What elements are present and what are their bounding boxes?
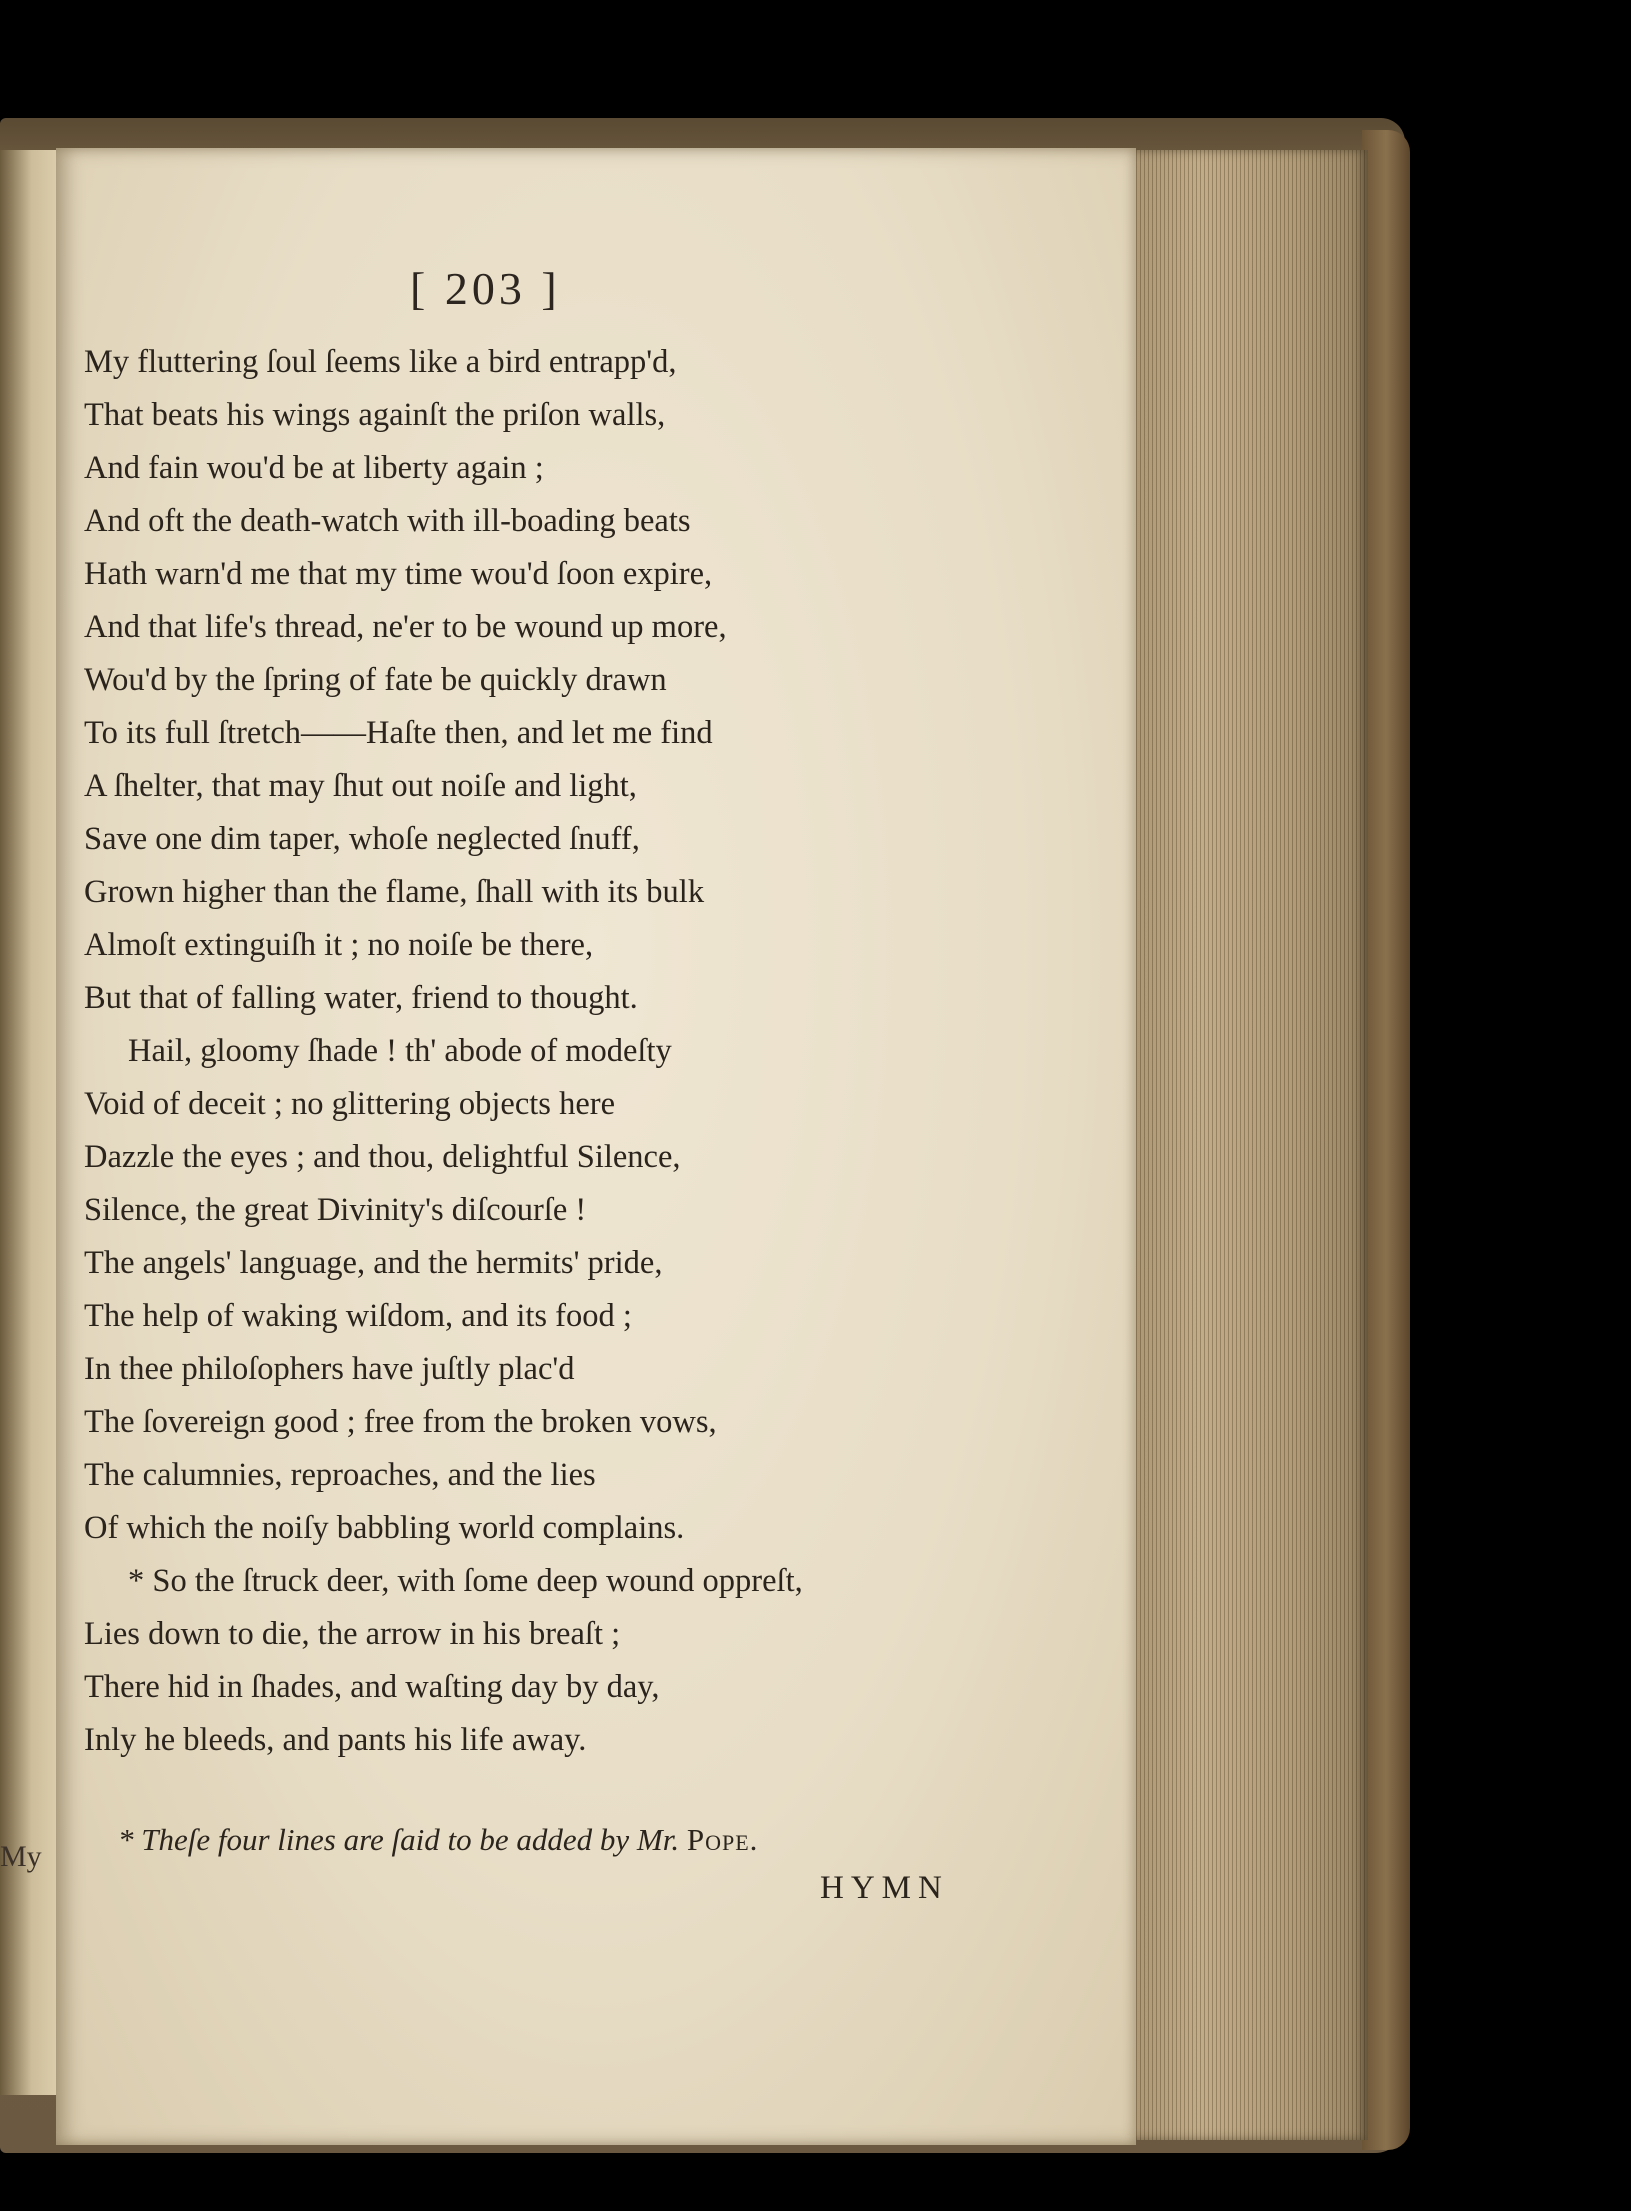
left-page-fragment: My bbox=[0, 1840, 42, 1873]
catchword: HYMN bbox=[820, 1870, 949, 1906]
poem-line: Hail, gloomy ſhade ! th' abode of modeſty bbox=[128, 1033, 672, 1069]
page-number: [ 203 ] bbox=[410, 263, 561, 314]
poem-line: * So the ſtruck deer, with ſome deep wound oppreſt, bbox=[128, 1563, 803, 1599]
poem-line: Lies down to die, the arrow in his breaſt ; bbox=[84, 1616, 621, 1652]
poem-text bbox=[84, 336, 803, 1767]
poem-line: In thee philoſophers have juſtly plac'd bbox=[84, 1351, 575, 1387]
poem-line: Dazzle the eyes ; and thou, delightful Silence, bbox=[84, 1139, 681, 1175]
poem-line: The help of waking wiſdom, and its food ; bbox=[84, 1298, 632, 1334]
poem-line: The ſovereign good ; free from the broken vows, bbox=[84, 1404, 717, 1440]
poem-line: Almoſt extinguiſh it ; no noiſe be there, bbox=[84, 927, 594, 963]
poem-line: Grown higher than the flame, ſhall with its bulk bbox=[84, 874, 705, 910]
poem-line: A ſhelter, that may ſhut out noiſe and light, bbox=[84, 768, 637, 804]
footnote bbox=[118, 1822, 758, 1858]
poem-line: And fain wou'd be at liberty again ; bbox=[84, 450, 544, 486]
poem-line: And oft the death-watch with ill-boading beats bbox=[84, 503, 691, 539]
poem-line: To its full ſtretch——Haſte then, and let me find bbox=[84, 715, 713, 751]
footnote-text: * Theſe four lines are ſaid to be added by Mr. bbox=[118, 1822, 680, 1857]
poem-line: Inly he bleeds, and pants his life away. bbox=[84, 1722, 587, 1758]
poem-line: My fluttering ſoul ſeems like a bird entrapp'd, bbox=[84, 344, 677, 380]
poem-line: Wou'd by the ſpring of fate be quickly drawn bbox=[84, 662, 667, 698]
poem-line: Void of deceit ; no glittering objects here bbox=[84, 1086, 615, 1122]
poem-line: Silence, the great Divinity's diſcourſe ! bbox=[84, 1192, 587, 1228]
poem-line: But that of falling water, friend to thought. bbox=[84, 980, 638, 1016]
poem-line: That beats his wings againſt the priſon walls, bbox=[84, 397, 666, 433]
poem-line: Hath warn'd me that my time wou'd ſoon expire, bbox=[84, 556, 713, 592]
footnote-author: Pope. bbox=[686, 1822, 759, 1857]
page-fore-edge bbox=[1128, 150, 1368, 2140]
poem-line: And that life's thread, ne'er to be wound up more, bbox=[84, 609, 727, 645]
poem-line: The angels' language, and the hermits' pride, bbox=[84, 1245, 663, 1281]
poem-line: Of which the noiſy babbling world complains. bbox=[84, 1510, 685, 1546]
poem-line: Save one dim taper, whoſe neglected ſnuff, bbox=[84, 821, 640, 857]
poem-line: The calumnies, reproaches, and the lies bbox=[84, 1457, 596, 1493]
book-cover-edge bbox=[1362, 130, 1410, 2150]
poem-line: There hid in ſhades, and waſting day by day, bbox=[84, 1669, 660, 1705]
